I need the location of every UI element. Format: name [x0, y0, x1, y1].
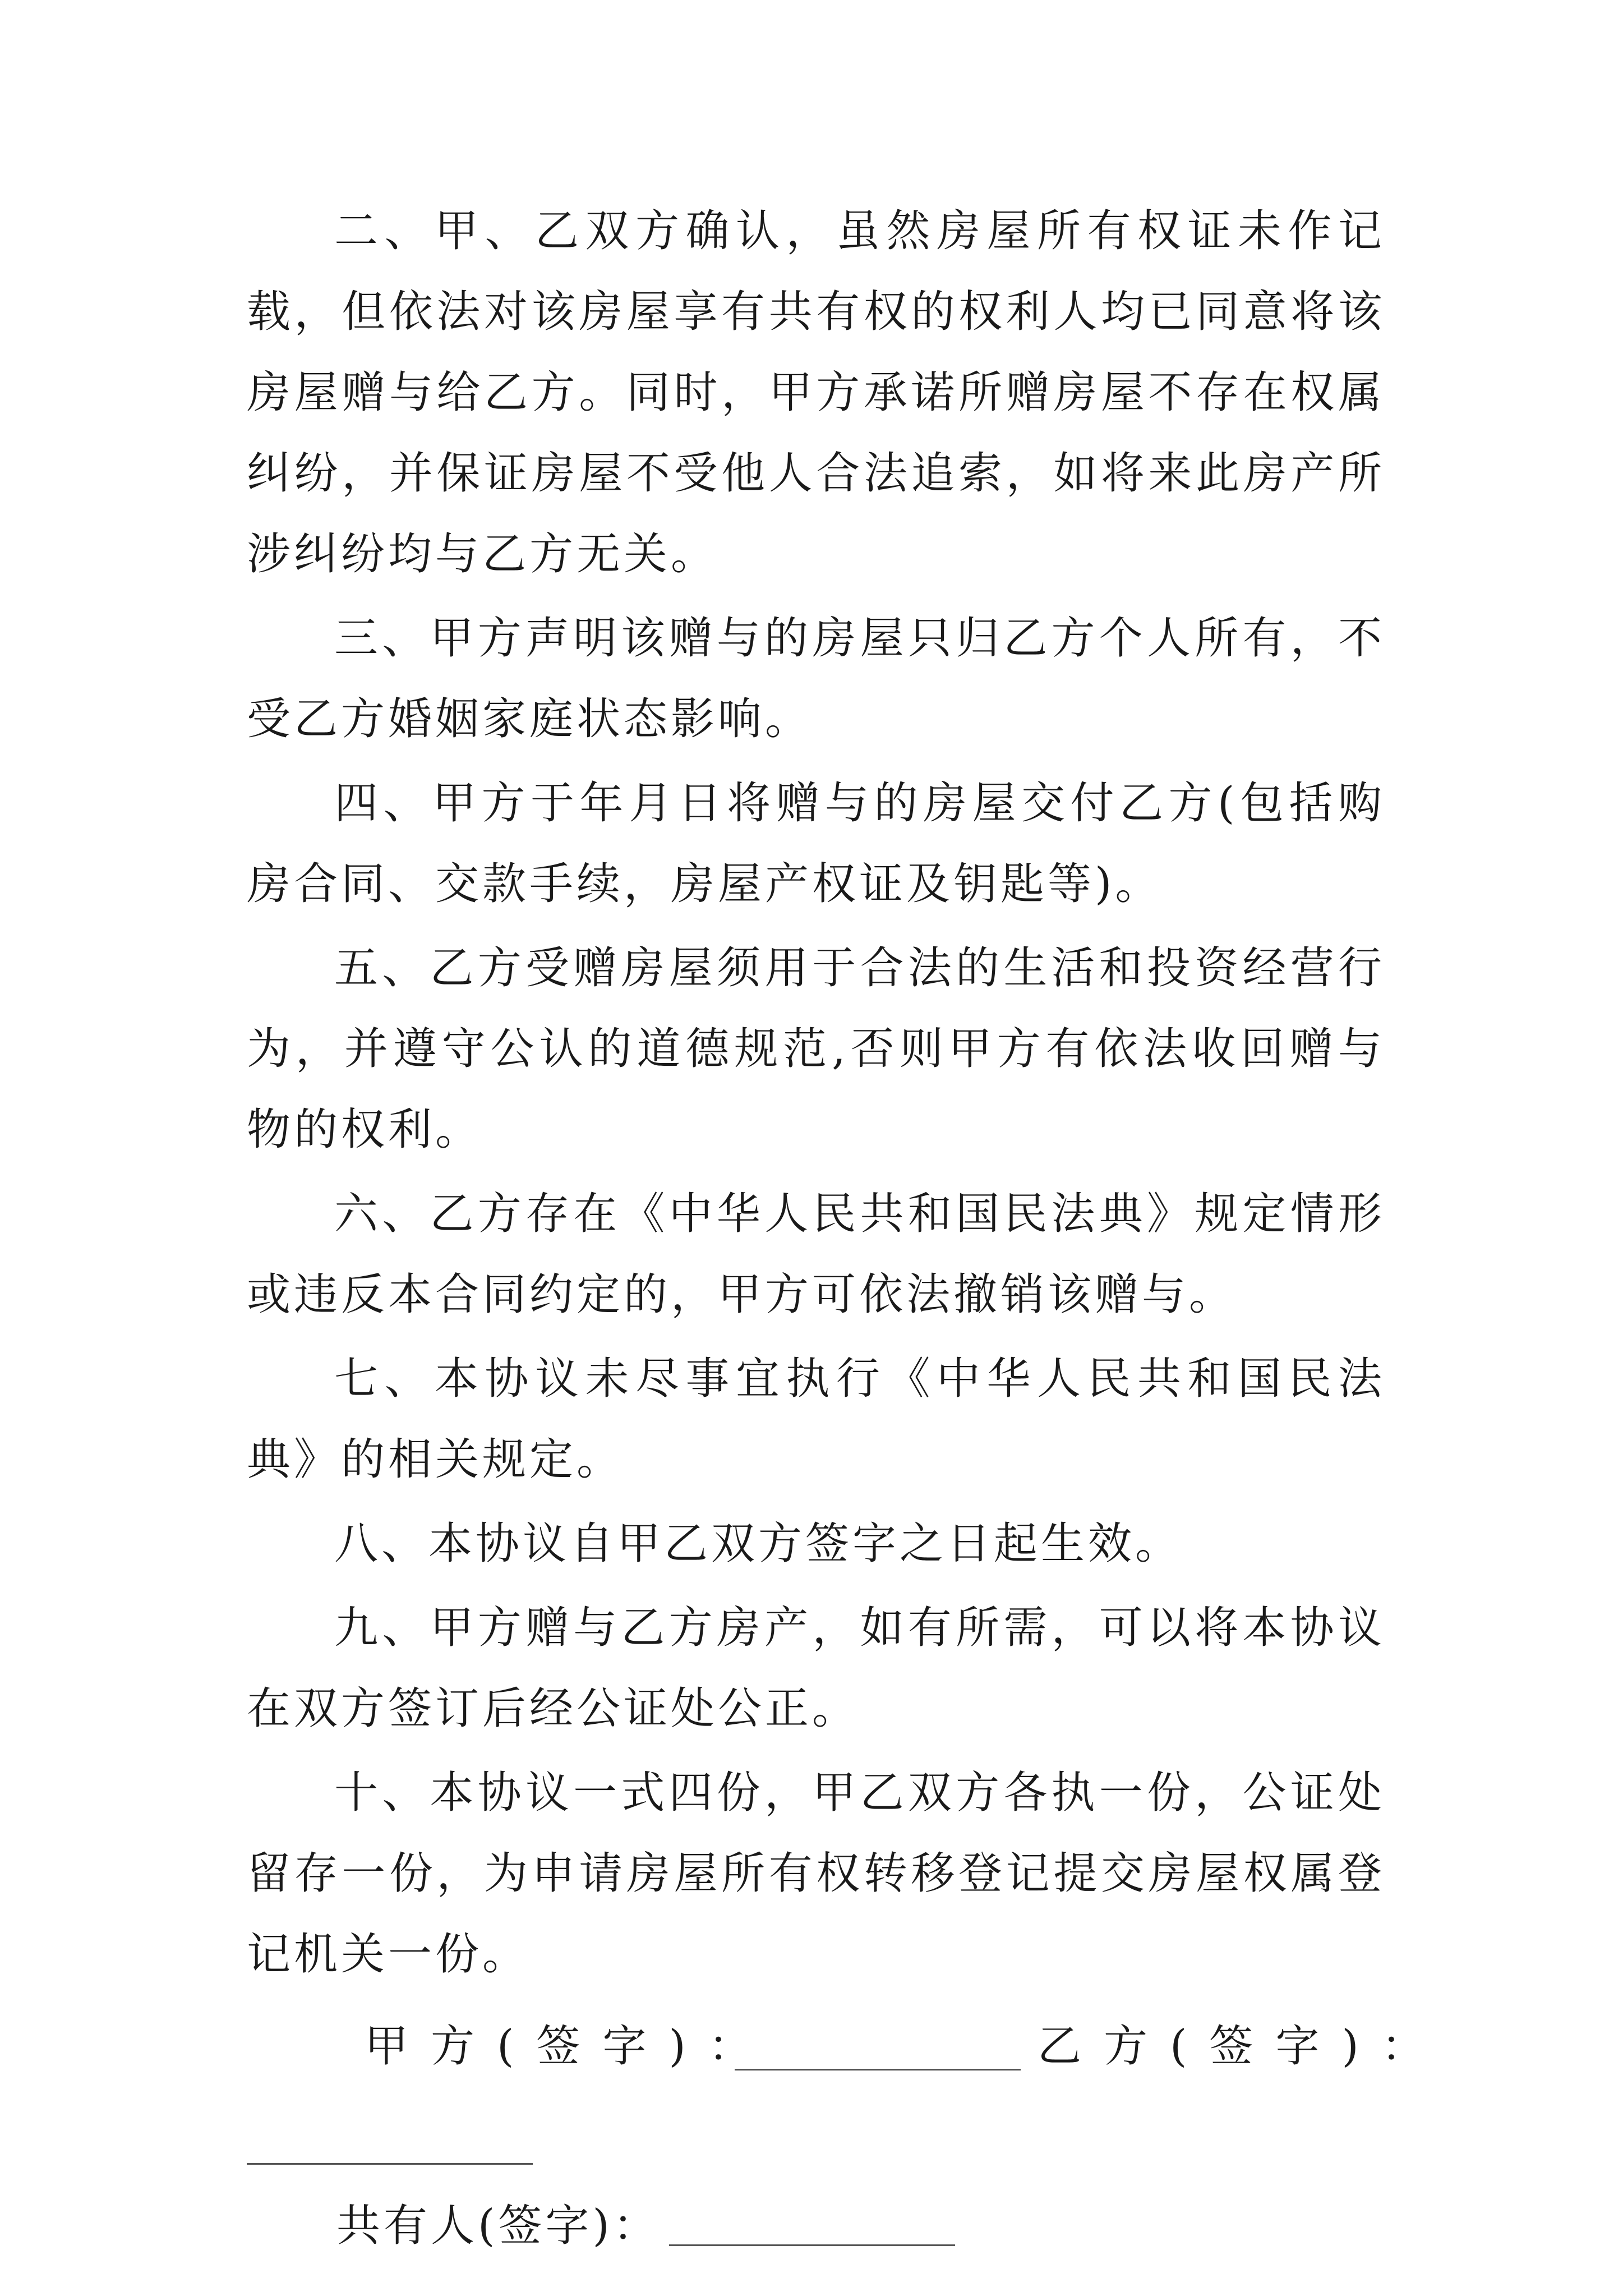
co-owner-signature-label: 共有人(签字)： — [336, 2201, 660, 2251]
party-b-signature-line — [247, 2163, 533, 2165]
clause-3: 三、甲方声明该赠与的房屋只归乙方个人所有，不受乙方婚姻家庭状态影响。 — [247, 613, 1385, 744]
document-body — [247, 191, 1447, 2275]
party-b-signature-label: 乙方(签字)： — [1038, 2021, 1447, 2072]
party-a-signature-label: 甲方(签字)： — [365, 2021, 774, 2072]
clause-7: 七、本协议未尽事宜执行《中华人民共和国民法典》的相关规定。 — [247, 1354, 1385, 1485]
clause-2: 二、甲、乙双方确认，虽然房屋所有权证未作记载，但依法对该房屋享有共有权的权利人均已同意将该房屋赠与给乙方。同时，甲方承诺所赠房屋不存在权属纠纷，并保证房屋不受他人合法追索，如将来此房产所涉纠纷均与乙方无关。 — [247, 206, 1385, 579]
clause-6: 六、乙方存在《中华人民共和国民法典》规定情形或违反本合同约定的，甲方可依法撤销该赠与。 — [247, 1189, 1385, 1320]
co-owner-signature — [336, 2185, 955, 2266]
clause-8: 八、本协议自甲乙双方签字之日起生效。 — [334, 1519, 1183, 1569]
clause-4: 四、甲方于年月日将赠与的房屋交付乙方(包括购房合同、交款手续，房屋产权证及钥匙等)。 — [247, 778, 1385, 909]
clause-10: 十、本协议一式四份，甲乙双方各执一份，公证处留存一份，为申请房屋所有权转移登记提交房屋权属登记机关一份。 — [247, 1768, 1385, 1980]
clause-5: 五、乙方受赠房屋须用于合法的生活和投资经营行为，并遵守公认的道德规范,否则甲方有依法收回赠与物的权利。 — [247, 943, 1385, 1155]
co-owner-signature-line — [669, 2244, 955, 2246]
signature-block — [247, 2006, 1447, 2275]
party-a-signature-line — [735, 2069, 1021, 2070]
clause-9: 九、甲方赠与乙方房产，如有所需，可以将本协议在双方签订后经公证处公正。 — [247, 1603, 1385, 1734]
